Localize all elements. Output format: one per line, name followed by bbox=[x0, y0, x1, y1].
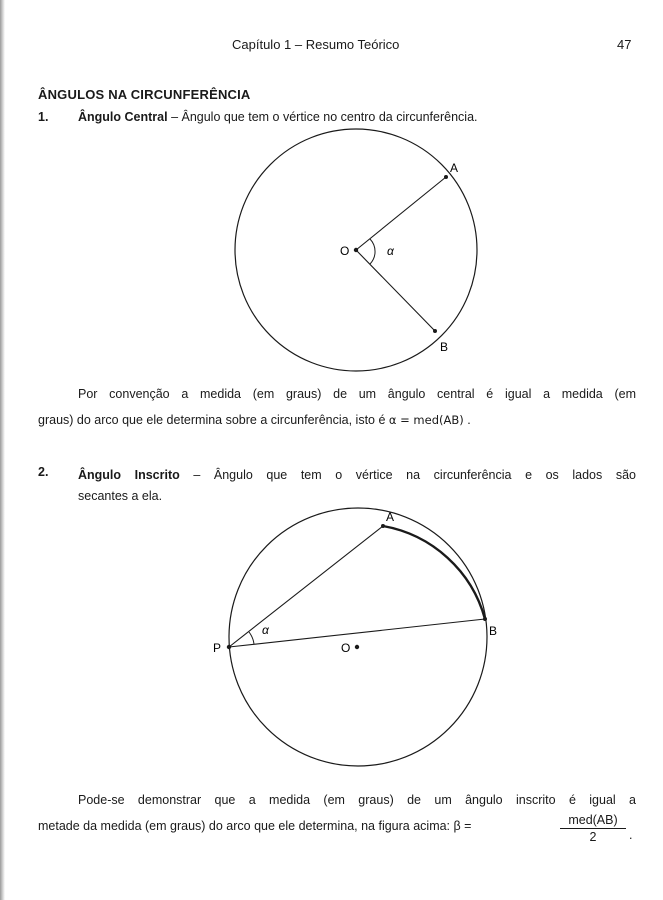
label-O: O bbox=[341, 641, 351, 655]
inscribed-angle-diagram bbox=[213, 508, 497, 766]
fraction-numerator: med(AB) bbox=[560, 813, 626, 829]
label-B: B bbox=[489, 624, 498, 638]
paragraph-line: Pode-se demonstrar que a medida (em graus) de um ângulo inscrito é igual a bbox=[78, 793, 636, 807]
center-point bbox=[354, 248, 358, 252]
point-P bbox=[227, 645, 231, 649]
point-A bbox=[444, 175, 448, 179]
label-alpha: α bbox=[387, 244, 394, 258]
item-term: Ângulo Central bbox=[78, 110, 168, 124]
item-line: secantes a ela. bbox=[78, 489, 163, 503]
paragraph-line bbox=[38, 413, 471, 427]
paragraph-text: graus) do arco que ele determina sobre a circunferência, isto é bbox=[38, 413, 389, 427]
chord-PA bbox=[229, 526, 383, 647]
fraction-denominator: 2 bbox=[589, 830, 597, 844]
paragraph-end: . bbox=[629, 828, 633, 842]
section-title: ÂNGULOS NA CIRCUNFERÊNCIA bbox=[38, 87, 251, 102]
item-line bbox=[78, 465, 636, 485]
label-alpha: α bbox=[262, 623, 269, 637]
formula-beta: β = bbox=[453, 819, 472, 833]
point-B bbox=[483, 617, 487, 621]
item-number: 2. bbox=[38, 465, 49, 479]
label-A: A bbox=[386, 510, 395, 524]
label-B: B bbox=[440, 340, 449, 354]
paragraph-text: metade da medida (em graus) do arco que ele determina, na figura acima: bbox=[38, 819, 454, 833]
center-point bbox=[355, 645, 359, 649]
item-definition: – Ângulo que tem o vértice no centro da circunferência. bbox=[167, 110, 478, 124]
central-angle-diagram bbox=[235, 129, 477, 371]
label-A: A bbox=[450, 161, 459, 175]
paragraph-line: Por convenção a medida (em graus) de um ângulo central é igual a medida (em bbox=[78, 387, 636, 401]
paragraph-inscribed-angle bbox=[38, 787, 636, 839]
chapter-title: Capítulo 1 – Resumo Teórico bbox=[232, 37, 400, 52]
formula-alpha: α = med(AB) bbox=[388, 413, 464, 427]
page-number: 47 bbox=[617, 37, 632, 52]
circle bbox=[229, 508, 487, 766]
paragraph-central-angle bbox=[38, 381, 636, 433]
angle-arc bbox=[370, 239, 375, 264]
paragraph-end: . bbox=[463, 413, 471, 427]
radius-OA bbox=[356, 177, 446, 250]
item-term: Ângulo Inscrito bbox=[78, 468, 180, 482]
label-P: P bbox=[213, 641, 222, 655]
item-number: 1. bbox=[38, 110, 49, 124]
label-O: O bbox=[340, 244, 350, 258]
formula-fraction bbox=[560, 813, 626, 844]
point-A bbox=[381, 524, 385, 528]
item-definition: – Ângulo que tem o vértice na circunferência e os lados são bbox=[179, 468, 636, 482]
point-B bbox=[433, 329, 437, 333]
radius-OB bbox=[356, 250, 435, 331]
item-body bbox=[78, 465, 636, 507]
angle-arc bbox=[249, 632, 254, 644]
paragraph-line bbox=[38, 813, 636, 839]
